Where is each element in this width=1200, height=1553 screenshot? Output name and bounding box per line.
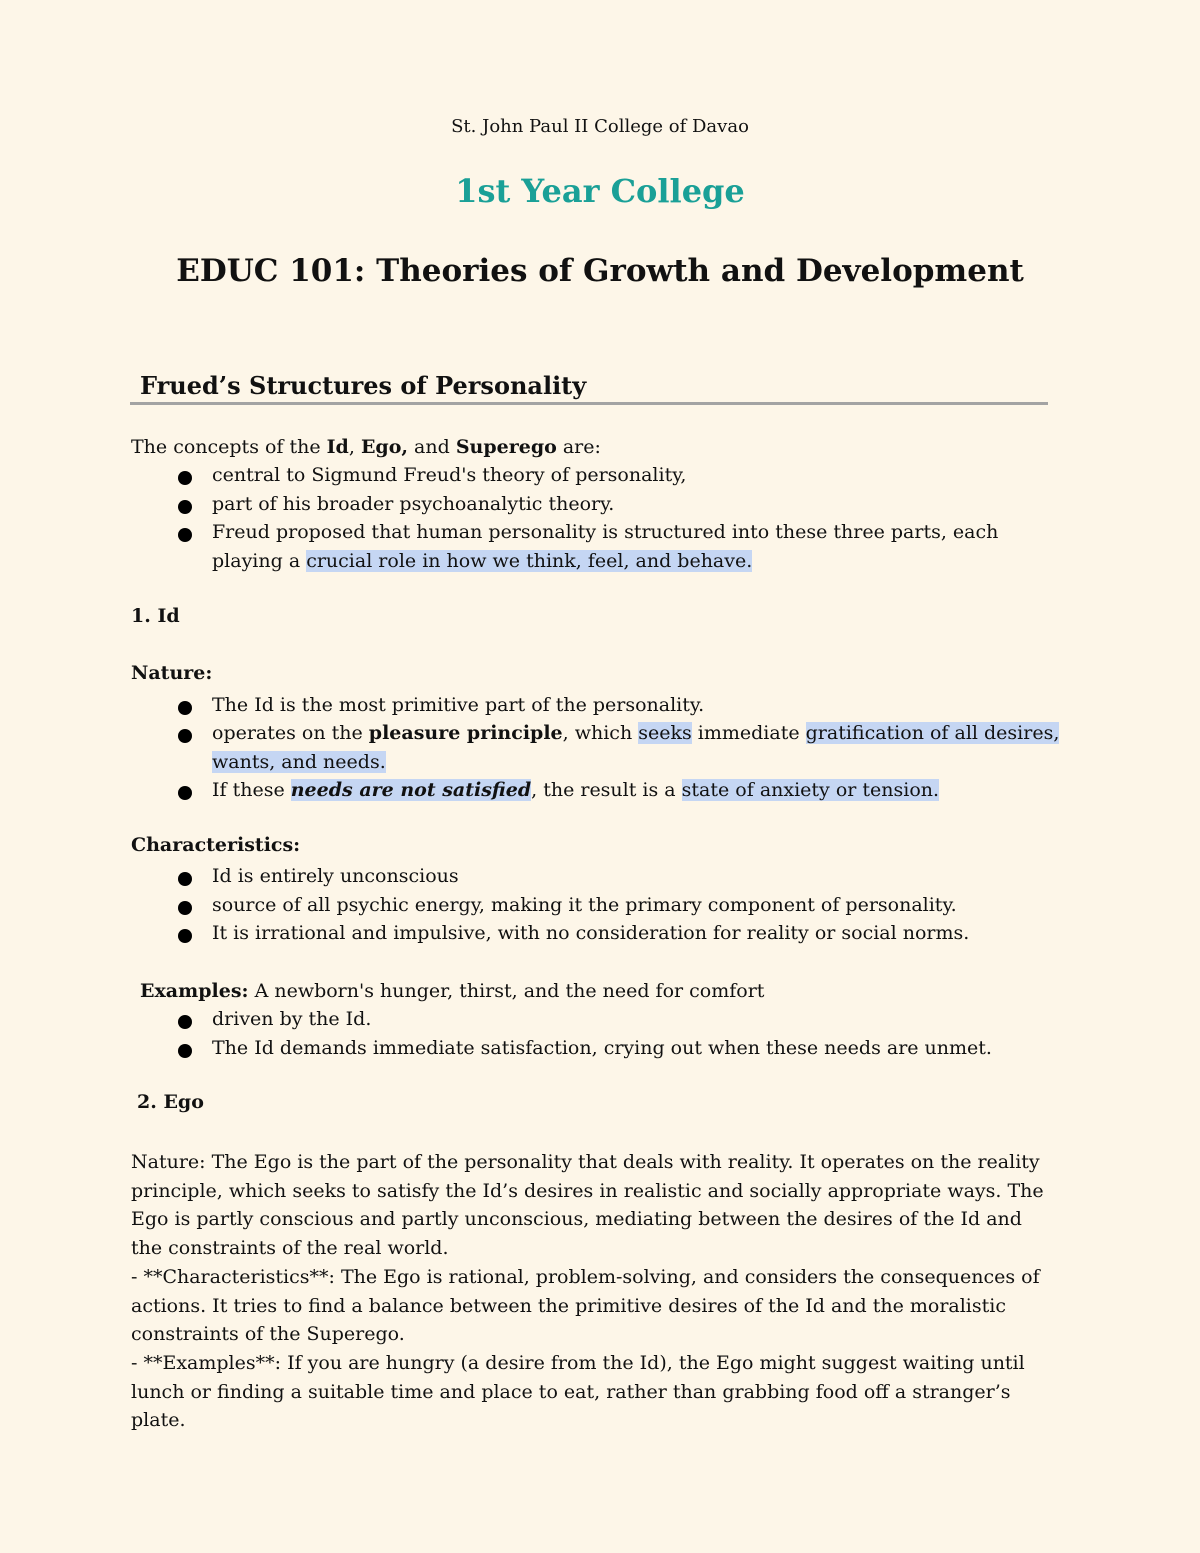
characteristics-bullet-2: source of all psychic energy, making it the primary component of personality.	[212, 894, 957, 916]
characteristics-label: Characteristics:	[131, 834, 301, 856]
intro-bullet-2: part of his broader psychoanalytic theory.	[212, 493, 615, 515]
bullet-icon	[178, 901, 192, 915]
ego-heading: 2. Ego	[137, 1091, 204, 1113]
bullet-icon	[178, 471, 192, 485]
nature-bullet-2-line-1: operates on the pleasure principle, which seeks immediate gratification of all desires,	[212, 722, 1060, 744]
year-level-title: 1st Year College	[455, 172, 745, 210]
highlighted-text: crucial role in how we think, feel, and behave.	[306, 550, 753, 572]
highlighted-text: state of anxiety or tension.	[681, 779, 940, 801]
bullet-icon	[178, 872, 192, 886]
bullet-icon	[178, 528, 192, 542]
ego-examples-paragraph: - **Examples**: If you are hungry (a desire from the Id), the Ego might suggest waiting until lunch or finding a suitable time and place to eat, rather than grabbing food off a stranger’s plate.	[131, 1352, 1025, 1432]
nature-bullet-1: The Id is the most primitive part of the personality.	[212, 694, 705, 716]
intro-bullet-1: central to Sigmund Freud's theory of personality,	[212, 464, 687, 486]
examples-bullet-2: The Id demands immediate satisfaction, crying out when these needs are unmet.	[212, 1037, 992, 1059]
bullet-icon	[178, 929, 192, 943]
bullet-icon	[178, 786, 192, 800]
section-divider	[130, 402, 1048, 405]
highlighted-text: seeks	[638, 722, 692, 744]
highlighted-text: needs are not satisfied	[290, 779, 532, 801]
intro-bullet-3-line-2: playing a crucial role in how we think, feel, and behave.	[212, 550, 753, 572]
section-title: Frued’s Structures of Personality	[140, 371, 587, 400]
ego-nature-paragraph: Nature: The Ego is the part of the personality that deals with reality. It operates on the reality principle, which seeks to satisfy the Id’s desires in realistic and socially appropriate ways. The Ego is partly conscious and partly unconscious, mediating between the desires of the Id and the constraints of the real world.	[131, 1151, 1044, 1259]
school-name: St. John Paul II College of Davao	[451, 116, 749, 137]
characteristics-bullet-3: It is irrational and impulsive, with no consideration for reality or social norms.	[212, 922, 970, 944]
highlighted-text: gratification of all desires,	[805, 722, 1060, 744]
examples-bullet-1: driven by the Id.	[212, 1008, 372, 1030]
ego-characteristics-paragraph: - **Characteristics**: The Ego is rational, problem-solving, and considers the consequences of actions. It tries to find a balance between the primitive desires of the Id and the moralistic constraints of the Superego.	[131, 1266, 1040, 1346]
highlighted-text: wants, and needs.	[212, 751, 386, 773]
nature-label: Nature:	[131, 662, 213, 684]
characteristics-bullet-1: Id is entirely unconscious	[212, 865, 459, 887]
id-heading: 1. Id	[131, 605, 180, 627]
nature-bullet-3: If these needs are not satisfied, the result is a state of anxiety or tension.	[212, 779, 940, 801]
bullet-icon	[178, 701, 192, 715]
course-title: EDUC 101: Theories of Growth and Development	[176, 253, 1024, 289]
bullet-icon	[178, 1044, 192, 1058]
examples-line: Examples: A newborn's hunger, thirst, and the need for comfort	[140, 980, 765, 1002]
bullet-icon	[178, 1015, 192, 1029]
nature-bullet-2-line-2	[212, 748, 386, 776]
intro-bullet-3-line-1: Freud proposed that human personality is structured into these three parts, each	[212, 521, 999, 543]
bullet-icon	[178, 500, 192, 514]
bullet-icon	[178, 729, 192, 743]
intro-line: The concepts of the Id, Ego, and Superego are:	[131, 436, 601, 458]
